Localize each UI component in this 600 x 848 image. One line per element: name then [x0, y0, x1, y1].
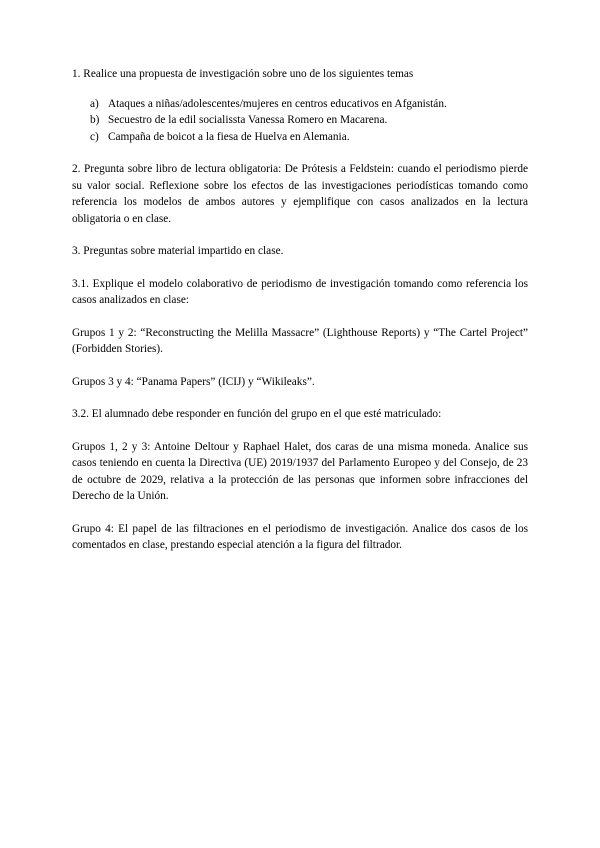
document-body: [72, 66, 528, 554]
option-item: [72, 129, 528, 146]
question-3-intro: 3. Preguntas sobre material impartido en clase.: [72, 245, 284, 257]
question-1-options: [72, 96, 528, 146]
question-3-2-groups-1-2-3: Grupos 1, 2 y 3: Antoine Deltour y Raphael Halet, dos caras de una misma moneda. Analice sus casos teniendo en cuenta la Directiva (UE) 2019/1937 del Parlamento Europeo y del Consejo, de 23 de octubre de 2029, relativa a la protección de las personas que informen sobre infracciones del Derecho de la Unión.: [72, 440, 528, 502]
question-3-1-groups-3-4: Grupos 3 y 4: “Panama Papers” (ICIJ) y “Wikileaks”.: [72, 375, 315, 388]
question-3-1: 3.1. Explique el modelo colaborativo de periodismo de investigación tomando como referencia los casos analizados en clase:: [72, 277, 528, 306]
question-2: 2. Pregunta sobre libro de lectura obligatoria: De Prótesis a Feldstein: cuando el periodismo pierde su valor social. Reflexione sobre los efectos de las investigaciones periodísticas tomando como referencia los modelos de ambos autores y ejemplifique con casos analizados en la lectura obligatoria o en clase.: [72, 163, 528, 225]
option-text: Secuestro de la edil socialissta Vanessa Romero en Macarena.: [108, 114, 388, 126]
question-3-2: 3.2. El alumnado debe responder en función del grupo en el que esté matriculado:: [72, 408, 442, 420]
option-marker: b): [90, 114, 100, 126]
option-marker: a): [90, 97, 99, 110]
option-item: [72, 96, 528, 113]
question-3-1-groups-1-2: Grupos 1 y 2: “Reconstructing the Melilla Massacre” (Lighthouse Reports) y “The Cartel Project” (Forbidden Stories).: [72, 326, 528, 355]
option-text: Ataques a niñas/adolescentes/mujeres en centros educativos en Afganistán.: [108, 97, 447, 110]
option-marker: c): [90, 130, 99, 143]
option-text: Campaña de boicot a la fiesa de Huelva en Alemania.: [108, 130, 350, 143]
question-3-2-group-4: Grupo 4: El papel de las filtraciones en el periodismo de investigación. Analice dos casos de los comentados en clase, prestando especial atención a la figura del filtrador.: [72, 522, 528, 551]
option-item: [72, 112, 528, 129]
question-1-intro: 1. Realice una propuesta de investigación sobre uno de los siguientes temas: [72, 68, 414, 80]
